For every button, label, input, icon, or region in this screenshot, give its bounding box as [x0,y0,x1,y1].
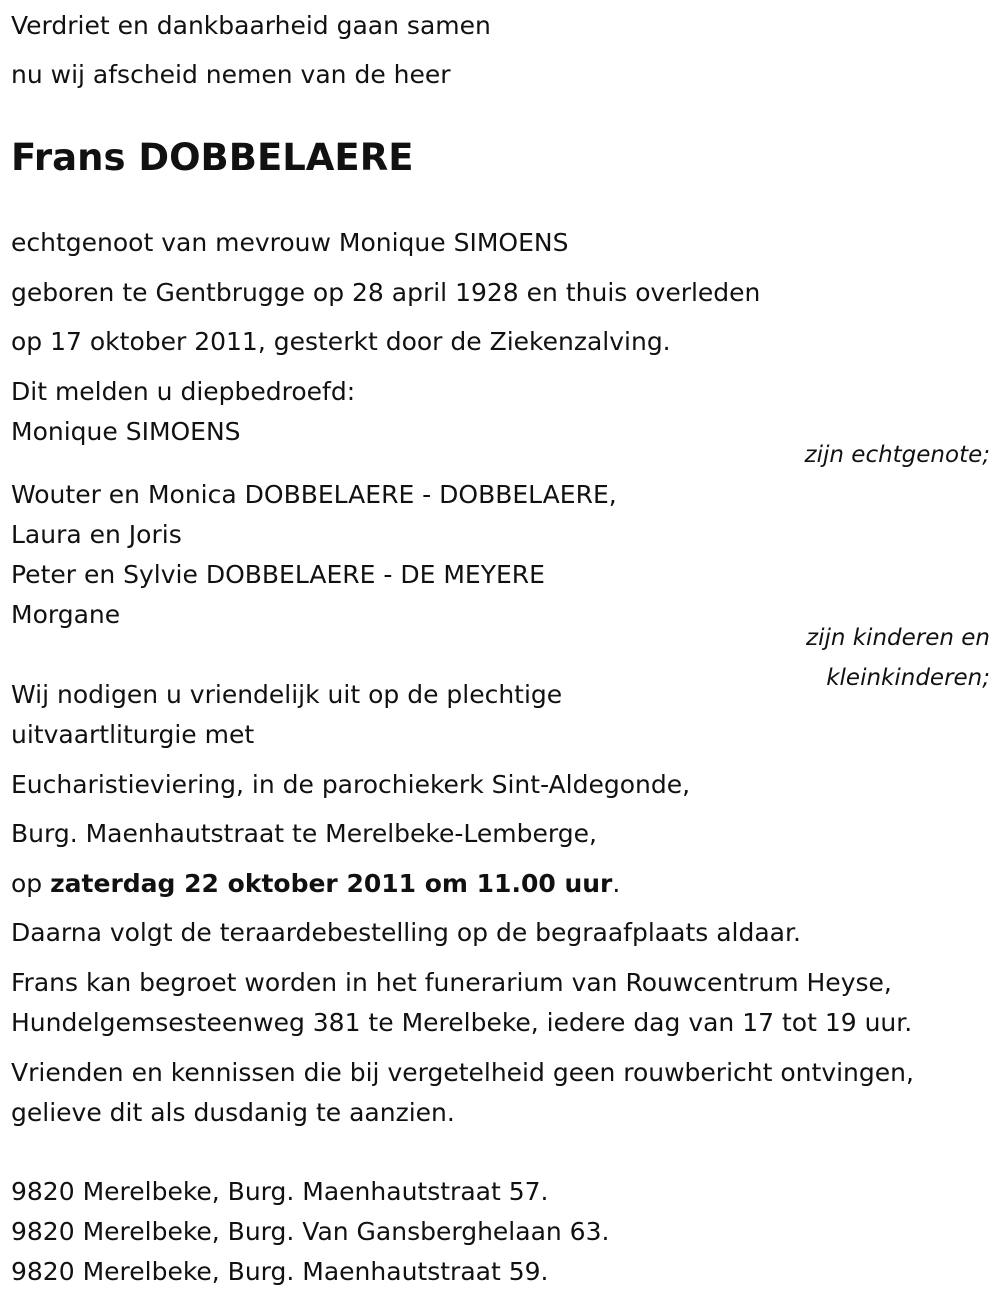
date-bold: zaterdag 22 oktober 2011 om 11.00 uur [50,869,613,898]
invitation-line-3: Eucharistieviering, in de parochiekerk Sint-Aldegonde, [11,770,691,799]
notice-line-1: Vrienden en kennissen die bij vergetelheid geen rouwbericht ontvingen, [11,1058,914,1087]
child-line-4: Morgane [11,600,121,629]
child-line-2: Laura en Joris [11,520,182,549]
visitation-line-2: Hundelgemsesteenweg 381 te Merelbeke, iedere dag van 17 tot 19 uur. [11,1008,913,1037]
date-suffix: . [612,869,621,898]
date-prefix: op [11,869,51,898]
address-line-1: 9820 Merelbeke, Burg. Maenhautstraat 57. [11,1177,549,1206]
bio-line-2: geboren te Gentbrugge op 28 april 1928 en thuis overleden [11,278,761,307]
intro-line-1: Verdriet en dankbaarheid gaan samen [11,11,491,40]
children-relation-2: kleinkinderen; [826,665,990,691]
deceased-name: Frans DOBBELAERE [11,136,414,179]
notice-line-2: gelieve dit als dusdanig te aanzien. [11,1098,455,1127]
address-line-3: 9820 Merelbeke, Burg. Maenhautstraat 59. [11,1257,549,1286]
invitation-line-2: uitvaartliturgie met [11,720,255,749]
address-line-2: 9820 Merelbeke, Burg. Van Gansberghelaan 63. [11,1217,610,1246]
burial-line: Daarna volgt de teraardebestelling op de begraafplaats aldaar. [11,918,801,947]
invitation-line-1: Wij nodigen u vriendelijk uit op de plechtige [11,680,563,709]
visitation-line-1: Frans kan begroet worden in het funerarium van Rouwcentrum Heyse, [11,968,892,997]
spouse-relation: zijn echtgenote; [804,442,990,468]
announcement: Dit melden u diepbedroefd: [11,377,356,406]
children-relation-1: zijn kinderen en [806,625,990,651]
intro-line-2: nu wij afscheid nemen van de heer [11,60,451,89]
bio-line-1: echtgenoot van mevrouw Monique SIMOENS [11,228,569,257]
child-line-1: Wouter en Monica DOBBELAERE - DOBBELAERE, [11,480,617,509]
spouse-name: Monique SIMOENS [11,417,241,446]
ceremony-date [11,867,620,901]
bio-line-3: op 17 oktober 2011, gesterkt door de Ziekenzalving. [11,327,671,356]
child-line-3: Peter en Sylvie DOBBELAERE - DE MEYERE [11,560,545,589]
invitation-line-4: Burg. Maenhautstraat te Merelbeke-Lemberge, [11,819,597,848]
